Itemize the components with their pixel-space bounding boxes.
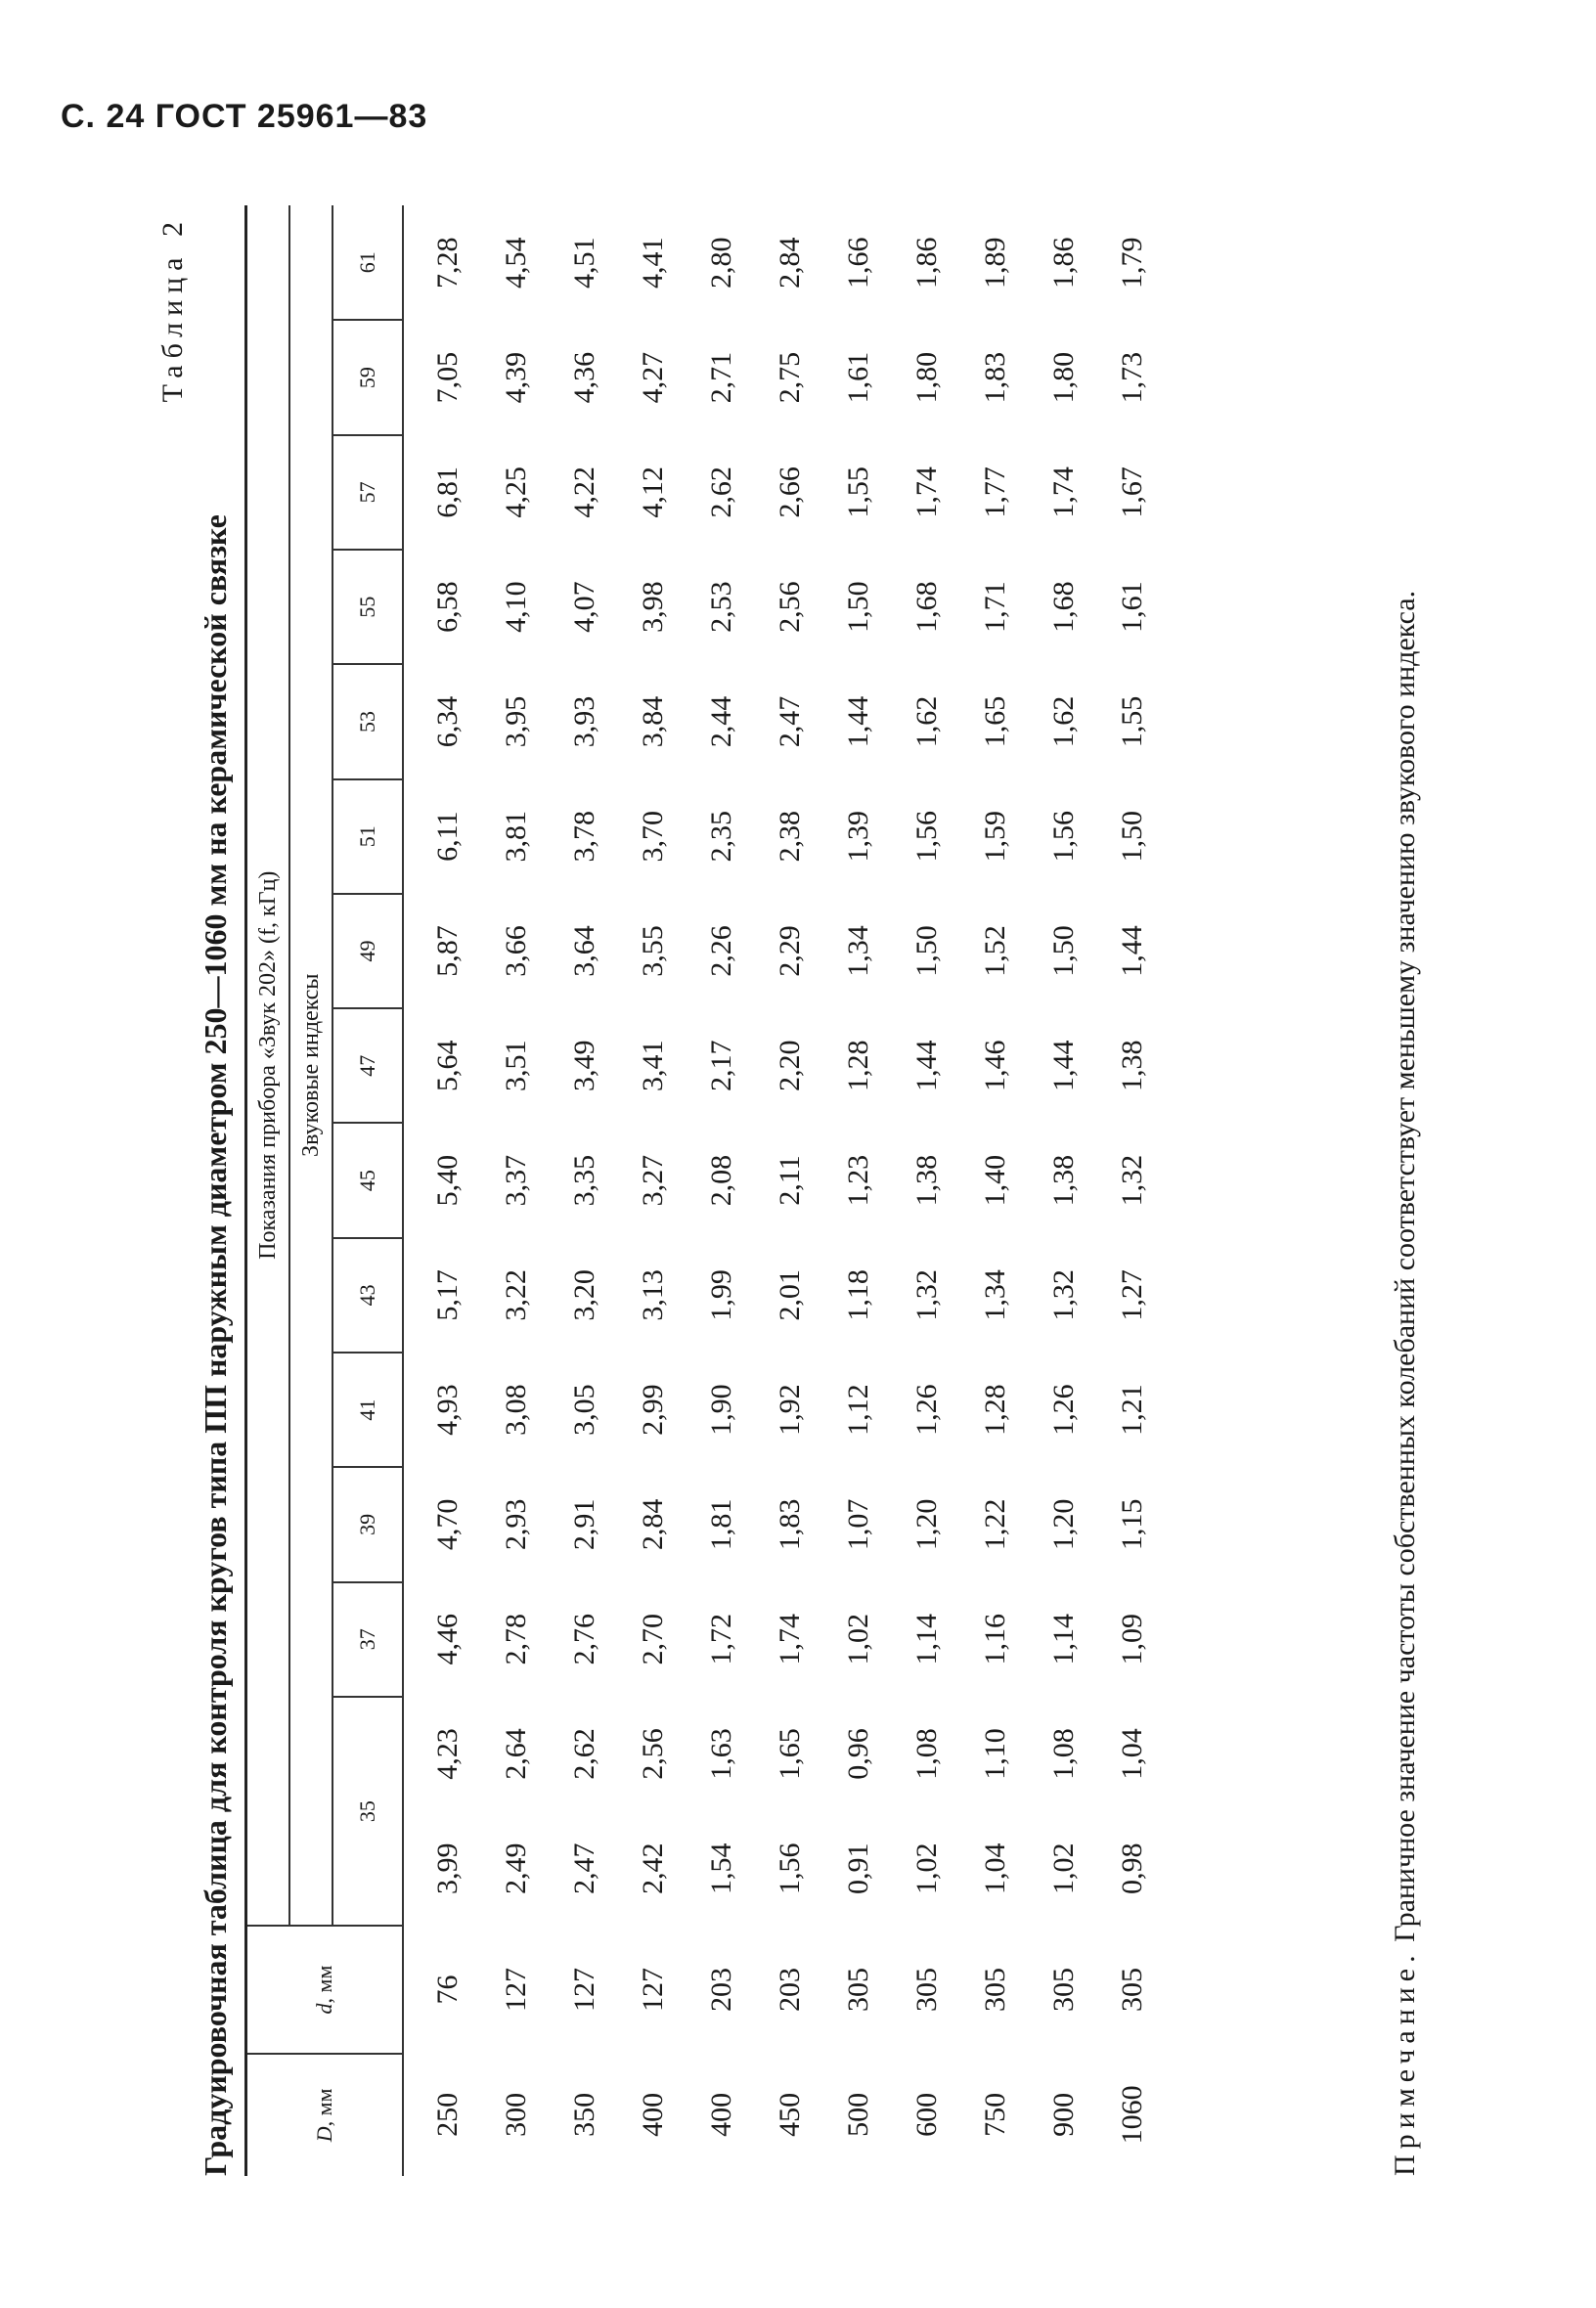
table-body (403, 205, 1167, 2176)
cell-value: 2,53 (705, 581, 737, 633)
cell-value: 3,95 (500, 695, 532, 748)
cell-value: 2,62 (568, 1728, 600, 1780)
cell-value: 1,15 (1116, 1498, 1148, 1551)
cell-value: 1,86 (1047, 237, 1080, 288)
cell-value: 1,20 (1047, 1498, 1080, 1551)
cell-value: 1,56 (910, 810, 943, 863)
cell-value: 2,56 (637, 1728, 669, 1780)
cell-value: 1,38 (910, 1154, 943, 1207)
cell-D: 400 (705, 2092, 737, 2137)
cell-d: 127 (568, 1968, 600, 2013)
cell-value: 6,11 (431, 811, 464, 862)
header-index: 39 (332, 1467, 403, 1581)
cell-D: 450 (774, 2092, 806, 2137)
cell-D: 350 (568, 2092, 600, 2137)
cell-value: 2,49 (500, 1842, 532, 1894)
cell-D: 600 (910, 2092, 943, 2137)
cell-value: 5,64 (431, 1040, 464, 1092)
cell-value: 1,62 (910, 695, 943, 748)
cell-value: 6,34 (431, 695, 464, 748)
cell-value: 2,56 (774, 581, 806, 633)
cell-value: 2,76 (568, 1613, 600, 1665)
cell-value: 2,62 (705, 466, 737, 518)
cell-value: 2,75 (774, 351, 806, 404)
cell-value: 3,55 (637, 925, 669, 977)
cell-value: 1,63 (705, 1728, 737, 1780)
cell-value: 1,68 (910, 581, 943, 633)
cell-value: 2,71 (705, 351, 737, 404)
cell-value: 6,58 (431, 581, 464, 633)
cell-value: 1,66 (842, 237, 874, 288)
cell-value: 1,32 (1047, 1269, 1080, 1321)
cell-value: 3,84 (637, 695, 669, 748)
note-lead: Примечание. (1389, 1949, 1421, 2176)
cell-value: 1,61 (1116, 581, 1148, 633)
cell-value: 2,84 (774, 237, 806, 288)
cell-value: 1,39 (842, 810, 874, 863)
table-caption: Градуировочная таблица для контроля кругов типа ПП наружным диаметром 250—1060 мм на керамической связке (198, 514, 233, 2176)
cell-value: 4,10 (500, 581, 532, 633)
cell-value: 1,50 (1116, 810, 1148, 863)
cell-value: 5,17 (431, 1269, 464, 1321)
cell-value: 3,70 (637, 810, 669, 863)
table-row (619, 205, 687, 2176)
cell-value: 1,09 (1116, 1613, 1148, 1665)
cell-value: 1,89 (979, 237, 1011, 288)
header-index: 49 (332, 894, 403, 1008)
cell-value: 2,38 (774, 810, 806, 863)
cell-value: 1,38 (1116, 1040, 1148, 1092)
cell-value: 1,80 (1047, 351, 1080, 404)
cell-value: 2,17 (705, 1040, 737, 1092)
cell-value: 1,18 (842, 1269, 874, 1321)
cell-value: 1,77 (979, 466, 1011, 518)
cell-value: 1,38 (1047, 1154, 1080, 1207)
cell-value: 1,02 (910, 1842, 943, 1894)
table-row (893, 205, 961, 2176)
header-index: 55 (332, 550, 403, 664)
cell-value: 4,22 (568, 466, 600, 518)
cell-value: 1,92 (774, 1384, 806, 1436)
cell-d: 305 (842, 1968, 874, 2013)
cell-value: 2,08 (705, 1154, 737, 1207)
cell-value: 1,32 (1116, 1154, 1148, 1207)
cell-value: 2,80 (705, 237, 737, 288)
header-index: 51 (332, 779, 403, 894)
table-row (403, 205, 482, 2176)
cell-value: 1,55 (842, 466, 874, 518)
cell-value: 3,81 (500, 810, 532, 863)
header-index: 57 (332, 435, 403, 550)
cell-d: 203 (705, 1968, 737, 2013)
cell-value: 2,70 (637, 1613, 669, 1665)
table-row (551, 205, 619, 2176)
cell-value: 0,96 (842, 1728, 874, 1780)
cell-value: 3,64 (568, 925, 600, 977)
cell-value: 5,40 (431, 1154, 464, 1207)
cell-D: 1060 (1116, 2085, 1148, 2145)
calibration-table (244, 205, 1167, 2176)
cell-value: 7,05 (431, 351, 464, 404)
cell-value: 4,36 (568, 351, 600, 404)
cell-value: 1,62 (1047, 695, 1080, 748)
cell-value: 2,11 (774, 1155, 806, 1206)
cell-value: 1,50 (842, 581, 874, 633)
cell-D: 750 (979, 2092, 1011, 2137)
cell-value: 3,20 (568, 1269, 600, 1321)
cell-value: 2,47 (774, 695, 806, 748)
cell-value: 2,35 (705, 810, 737, 863)
cell-value: 3,41 (637, 1040, 669, 1092)
cell-value: 1,55 (1116, 695, 1148, 748)
cell-value: 3,93 (568, 695, 600, 748)
cell-value: 1,50 (910, 925, 943, 977)
cell-value: 1,80 (910, 351, 943, 404)
cell-value: 1,20 (910, 1498, 943, 1551)
cell-value: 0,98 (1116, 1842, 1148, 1894)
cell-d: 127 (637, 1968, 669, 2013)
cell-D: 250 (431, 2092, 464, 2137)
cell-value: 1,99 (705, 1269, 737, 1321)
note-text: Граничное значение частоты собственных колебаний соответствует меньшему значению звукового индекса. (1389, 590, 1421, 1950)
cell-value: 4,41 (637, 237, 669, 288)
table-row (756, 205, 824, 2176)
cell-value: 1,40 (979, 1154, 1011, 1207)
cell-value: 1,74 (910, 466, 943, 518)
cell-value: 1,54 (705, 1842, 737, 1894)
cell-value: 2,26 (705, 925, 737, 977)
cell-value: 1,65 (979, 695, 1011, 748)
cell-value: 6,81 (431, 466, 464, 518)
table-row (1030, 205, 1098, 2176)
cell-value: 1,56 (1047, 810, 1080, 863)
cell-D: 300 (500, 2092, 532, 2137)
cell-value: 4,12 (637, 466, 669, 518)
cell-value: 3,05 (568, 1384, 600, 1436)
cell-value: 2,29 (774, 925, 806, 977)
cell-value: 3,22 (500, 1269, 532, 1321)
cell-d: 305 (1116, 1968, 1148, 2013)
cell-value: 2,99 (637, 1384, 669, 1436)
header-index: 37 (332, 1582, 403, 1697)
cell-value: 2,78 (500, 1613, 532, 1665)
cell-value: 2,64 (500, 1728, 532, 1780)
cell-value: 1,14 (910, 1613, 943, 1665)
table-row (961, 205, 1030, 2176)
cell-value: 1,04 (1116, 1728, 1148, 1780)
header-index: 35 (332, 1697, 403, 1927)
cell-value: 1,26 (910, 1384, 943, 1436)
cell-value: 3,66 (500, 925, 532, 977)
cell-value: 4,39 (500, 351, 532, 404)
table-row (1098, 205, 1167, 2176)
cell-value: 1,34 (842, 925, 874, 977)
cell-value: 1,67 (1116, 466, 1148, 518)
cell-value: 1,27 (1116, 1269, 1148, 1321)
cell-value: 1,02 (1047, 1842, 1080, 1894)
cell-value: 1,28 (979, 1384, 1011, 1436)
cell-value: 1,04 (979, 1842, 1011, 1894)
cell-value: 2,42 (637, 1842, 669, 1894)
cell-value: 1,28 (842, 1040, 874, 1092)
cell-value: 5,87 (431, 925, 464, 977)
cell-value: 4,54 (500, 237, 532, 288)
cell-value: 1,22 (979, 1498, 1011, 1551)
cell-value: 1,72 (705, 1613, 737, 1665)
cell-value: 1,71 (979, 581, 1011, 633)
cell-value: 1,50 (1047, 925, 1080, 977)
cell-value: 1,68 (1047, 581, 1080, 633)
cell-value: 2,01 (774, 1269, 806, 1321)
header-index: 59 (332, 320, 403, 434)
header-index: 41 (332, 1353, 403, 1467)
cell-d: 305 (910, 1968, 943, 2013)
cell-value: 0,91 (842, 1842, 874, 1894)
cell-value: 1,73 (1116, 351, 1148, 404)
cell-value: 2,47 (568, 1842, 600, 1894)
cell-value: 1,90 (705, 1384, 737, 1436)
cell-value: 1,21 (1116, 1384, 1148, 1436)
cell-d: 76 (431, 1975, 464, 2005)
cell-value: 1,23 (842, 1154, 874, 1207)
cell-value: 1,07 (842, 1498, 874, 1551)
cell-D: 900 (1047, 2092, 1080, 2137)
cell-d: 305 (1047, 1968, 1080, 2013)
cell-value: 4,25 (500, 466, 532, 518)
cell-value: 1,83 (774, 1498, 806, 1551)
cell-value: 2,84 (637, 1498, 669, 1551)
cell-value: 1,16 (979, 1613, 1011, 1665)
cell-value: 1,44 (842, 695, 874, 748)
cell-D: 500 (842, 2092, 874, 2137)
cell-value: 1,74 (774, 1613, 806, 1665)
cell-d: 305 (979, 1968, 1011, 2013)
cell-value: 3,99 (431, 1842, 464, 1894)
cell-value: 1,14 (1047, 1613, 1080, 1665)
cell-value: 1,56 (774, 1842, 806, 1894)
table-label: Таблица 2 (156, 215, 189, 403)
cell-value: 3,49 (568, 1040, 600, 1092)
cell-value: 2,44 (705, 695, 737, 748)
table-note (1384, 210, 1427, 2176)
cell-value: 3,51 (500, 1040, 532, 1092)
header-D: D, мм (246, 2054, 404, 2176)
cell-value: 1,08 (910, 1728, 943, 1780)
cell-value: 4,70 (431, 1498, 464, 1551)
rotated-table-block (156, 196, 1477, 2176)
cell-value: 1,44 (910, 1040, 943, 1092)
cell-value: 1,86 (910, 237, 943, 288)
header-index: 47 (332, 1008, 403, 1123)
table-row (482, 205, 551, 2176)
cell-value: 3,98 (637, 581, 669, 633)
cell-value: 3,13 (637, 1269, 669, 1321)
cell-value: 2,66 (774, 466, 806, 518)
cell-value: 2,20 (774, 1040, 806, 1092)
header-index: 61 (332, 205, 403, 320)
cell-value: 3,08 (500, 1384, 532, 1436)
cell-value: 1,81 (705, 1498, 737, 1551)
cell-value: 3,78 (568, 810, 600, 863)
header-d: d, мм (246, 1926, 404, 2053)
cell-value: 1,34 (979, 1269, 1011, 1321)
cell-value: 4,27 (637, 351, 669, 404)
cell-value: 1,46 (979, 1040, 1011, 1092)
cell-value: 1,12 (842, 1384, 874, 1436)
cell-value: 4,46 (431, 1613, 464, 1665)
table-row (687, 205, 756, 2176)
header-group: Показания прибора «Звук 202» (f, кГц) (246, 205, 290, 1926)
header-index: 53 (332, 664, 403, 778)
header-subgroup: Звуковые индексы (289, 205, 332, 1926)
cell-value: 1,10 (979, 1728, 1011, 1780)
cell-value: 1,59 (979, 810, 1011, 863)
cell-value: 1,44 (1047, 1040, 1080, 1092)
cell-value: 1,65 (774, 1728, 806, 1780)
cell-value: 4,93 (431, 1384, 464, 1436)
cell-value: 2,91 (568, 1498, 600, 1551)
cell-value: 1,26 (1047, 1384, 1080, 1436)
cell-value: 1,02 (842, 1613, 874, 1665)
cell-value: 3,35 (568, 1154, 600, 1207)
cell-value: 4,51 (568, 237, 600, 288)
cell-value: 3,37 (500, 1154, 532, 1207)
cell-value: 1,08 (1047, 1728, 1080, 1780)
cell-value: 1,79 (1116, 237, 1148, 288)
cell-value: 1,74 (1047, 466, 1080, 518)
cell-value: 1,32 (910, 1269, 943, 1321)
cell-d: 127 (500, 1968, 532, 2013)
cell-value: 4,07 (568, 581, 600, 633)
table-header (246, 205, 404, 2176)
cell-value: 1,44 (1116, 925, 1148, 977)
header-index: 43 (332, 1238, 403, 1353)
cell-value: 2,93 (500, 1498, 532, 1551)
cell-value: 7,28 (431, 237, 464, 288)
cell-d: 203 (774, 1968, 806, 2013)
cell-value: 1,52 (979, 925, 1011, 977)
table-row (824, 205, 893, 2176)
page-header: С. 24 ГОСТ 25961—83 (61, 98, 428, 135)
header-index: 45 (332, 1123, 403, 1237)
cell-value: 1,83 (979, 351, 1011, 404)
cell-D: 400 (637, 2092, 669, 2137)
cell-value: 1,61 (842, 351, 874, 404)
cell-value: 4,23 (431, 1728, 464, 1780)
cell-value: 3,27 (637, 1154, 669, 1207)
